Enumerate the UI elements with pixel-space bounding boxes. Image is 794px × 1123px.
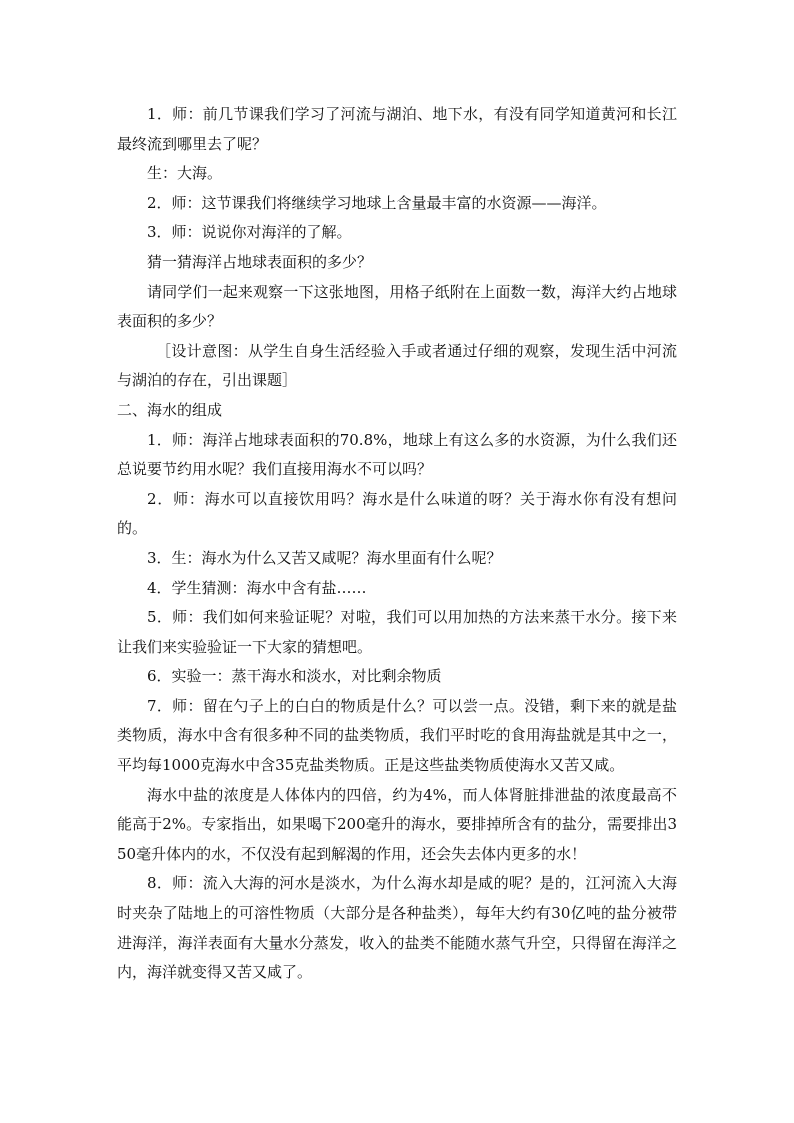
paragraph-student-guess: 4．学生猜测：海水中含有盐……	[147, 578, 367, 597]
paragraph-student-answer: 生：大海。	[147, 164, 223, 183]
paragraph-salt-substance: 7．师：留在勺子上的白白的物质是什么？可以尝一点。没错，剩下来的就是盐类物质，海水中含有很多种不同的盐类物质，我们平时吃的食用海盐就是其中之一，平均每1000克海水中含35克盐类物质。正是这些盐类物质使海水又苦又咸。	[117, 696, 677, 775]
paragraph-why-salty: 3．生：海水为什么又苦又咸呢？海水里面有什么呢？	[147, 548, 502, 567]
document-page	[117, 100, 677, 988]
paragraph-experiment-one: 6．实验一：蒸干海水和淡水，对比剩余物质	[147, 667, 442, 686]
paragraph-river-into-sea: 8．师：流入大海的河水是淡水，为什么海水却是咸的呢？是的，江河流入大海时夹杂了陆地上的可溶性物质（大部分是各种盐类），每年大约有30亿吨的盐分被带进海洋，海洋表面有大量水分蒸发，收入的盐类不能随水蒸气升空，只得留在海洋之内，海洋就变得又苦又咸了。	[117, 874, 677, 982]
paragraph-salt-concentration: 海水中盐的浓度是人体体内的四倍，约为4%，而人体肾脏排泄盐的浓度最高不能高于2%。专家指出，如果喝下200毫升的海水，要排掉所含有的盐分，需要排出350毫升体内的水，不仅没有起到解渴的作用，还会失去体内更多的水！	[117, 785, 677, 863]
paragraph-verify-method: 5．师：我们如何来验证呢？对啦，我们可以用加热的方法来蒸干水分。接下来让我们来实验验证一下大家的猜想吧。	[117, 608, 677, 656]
paragraph-ocean-intro: 2．师：这节课我们将继续学习地球上含量最丰富的水资源——海洋。	[147, 193, 607, 212]
paragraph-question-rivers: 1．师：前几节课我们学习了河流与湖泊、地下水，有没有同学知道黄河和长江最终流到哪里去了呢？	[117, 105, 677, 153]
paragraph-guess-area: 猜一猜海洋占地球表面积的多少？	[147, 252, 373, 271]
paragraph-ocean-percentage: 1．师：海洋占地球表面积的70.8%，地球上有这么多的水资源，为什么我们还总说要节约用水呢？我们直接用海水不可以吗？	[117, 430, 677, 479]
paragraph-observe-map: 请同学们一起来观察一下这张地图，用格子纸附在上面数一数，海洋大约占地球表面积的多少？	[117, 282, 677, 331]
paragraph-discuss-ocean: 3．师：说说你对海洋的了解。	[147, 223, 352, 242]
paragraph-design-intent: ［设计意图：从学生自身生活经验入手或者通过仔细的观察，发现生活中河流与湖泊的存在，引出课题］	[117, 341, 677, 390]
section-heading-seawater-composition: 二、海水的组成	[117, 400, 223, 419]
paragraph-drink-seawater: 2．师：海水可以直接饮用吗？海水是什么味道的呀？关于海水你有没有想问的。	[117, 489, 677, 538]
